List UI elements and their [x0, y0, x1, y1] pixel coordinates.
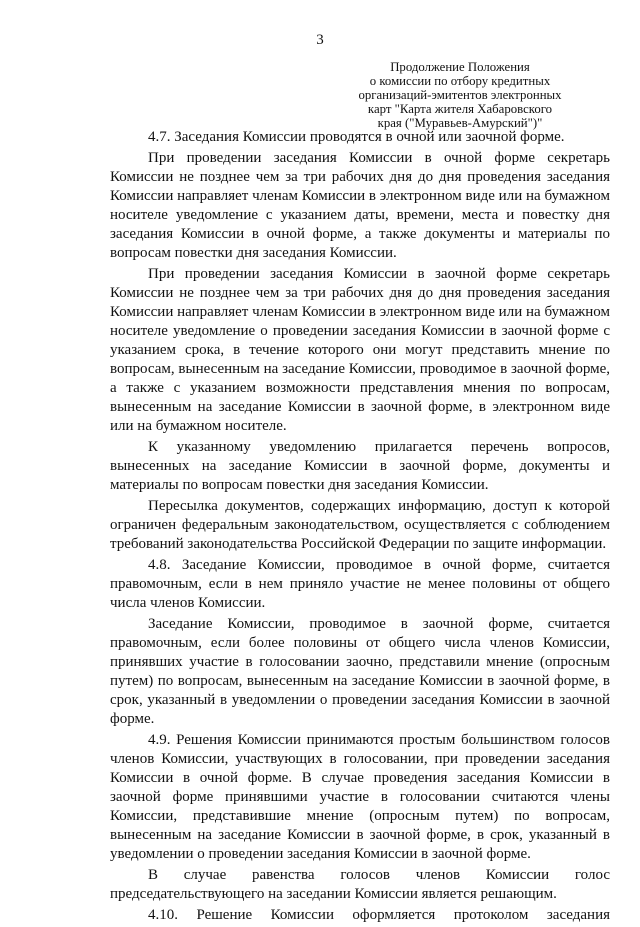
- header-note-line: о комиссии по отбору кредитных: [369, 74, 551, 88]
- paragraph-attachments: К указанному уведомлению прилагается перечень вопросов, вынесенных на заседание Комиссии в заочной форме, документы и материалы по вопросам повестки дня заседания Комиссии.: [110, 439, 610, 493]
- page-number: 3: [316, 32, 324, 48]
- paragraph-4-10: 4.10. Решение Комиссии оформляется протоколом заседания: [148, 907, 610, 923]
- paragraph-4-9: 4.9. Решения Комиссии принимаются простым большинством голосов членов Комиссии, участвующих в голосовании, при проведении заседания Комиссии в очной форме. В случае проведения заседания Комиссии в заочной форме принявшими участие в голосовании считаются члены Комиссии, представившие мнение (опросным путем) по вопросам, вынесенным на заседание Комиссии в заочной форме, в срок, указанный в уведомлении о проведении заседания Комиссии в заочной форме.: [110, 732, 610, 862]
- header-note-line: края ("Муравьев-Амурский")": [377, 116, 543, 130]
- header-note-line: Продолжение Положения: [390, 60, 530, 74]
- paragraph-4-8: 4.8. Заседание Комиссии, проводимое в очной форме, считается правомочным, если в нем приняло участие не менее половины от общего числа членов Комиссии.: [110, 557, 610, 611]
- header-note-line: организаций-эмитентов электронных: [358, 88, 562, 102]
- document-body: [110, 128, 610, 927]
- paragraph-tie-vote: В случае равенства голосов членов Комиссии голос председательствующего на заседании Комиссии является решающим.: [110, 867, 610, 902]
- paragraph-document-transfer: Пересылка документов, содержащих информацию, доступ к которой ограничен федеральным законодательством, осуществляется с соблюдением требований законодательства Российской Федерации по защите информации.: [110, 498, 610, 552]
- paragraph-absentee-quorum: Заседание Комиссии, проводимое в заочной форме, считается правомочным, если более половины от общего числа членов Комиссии, принявших участие в голосовании заочно, представили мнение (опросным путем) по вопросам, вынесенным на заседание Комиссии в заочной форме, в срок, указанный в уведомлении о проведении заседания Комиссии в заочной форме.: [110, 616, 610, 727]
- paragraph-in-person-meeting: При проведении заседания Комиссии в очной форме секретарь Комиссии не позднее чем за три рабочих дня до дня проведения заседания Комиссии направляет членам Комиссии в электронном виде или на бумажном носителе уведомление с указанием даты, времени, места и повестку дня заседания Комиссии в очной форме, а также документы и материалы по вопросам повестки дня заседания Комиссии.: [110, 150, 610, 261]
- header-note: [340, 60, 580, 130]
- paragraph-4-7: 4.7. Заседания Комиссии проводятся в очной или заочной форме.: [148, 129, 565, 145]
- header-note-line: карт "Карта жителя Хабаровского: [367, 102, 553, 116]
- paragraph-absentee-meeting: При проведении заседания Комиссии в заочной форме секретарь Комиссии не позднее чем за три рабочих дня до дня проведения заседания Комиссии направляет членам Комиссии в электронном виде или на бумажном носителе уведомление о проведении заседания Комиссии в заочной форме с указанием срока, в течение которого они могут представить мнение по вопросам, вынесенным на заседание Комиссии, проводимое в заочной форме, а также с указанием возможности представления мнения по вопросам, вынесенным на заседание Комиссии в заочной форме, в электронном виде или на бумажном носителе.: [110, 266, 610, 434]
